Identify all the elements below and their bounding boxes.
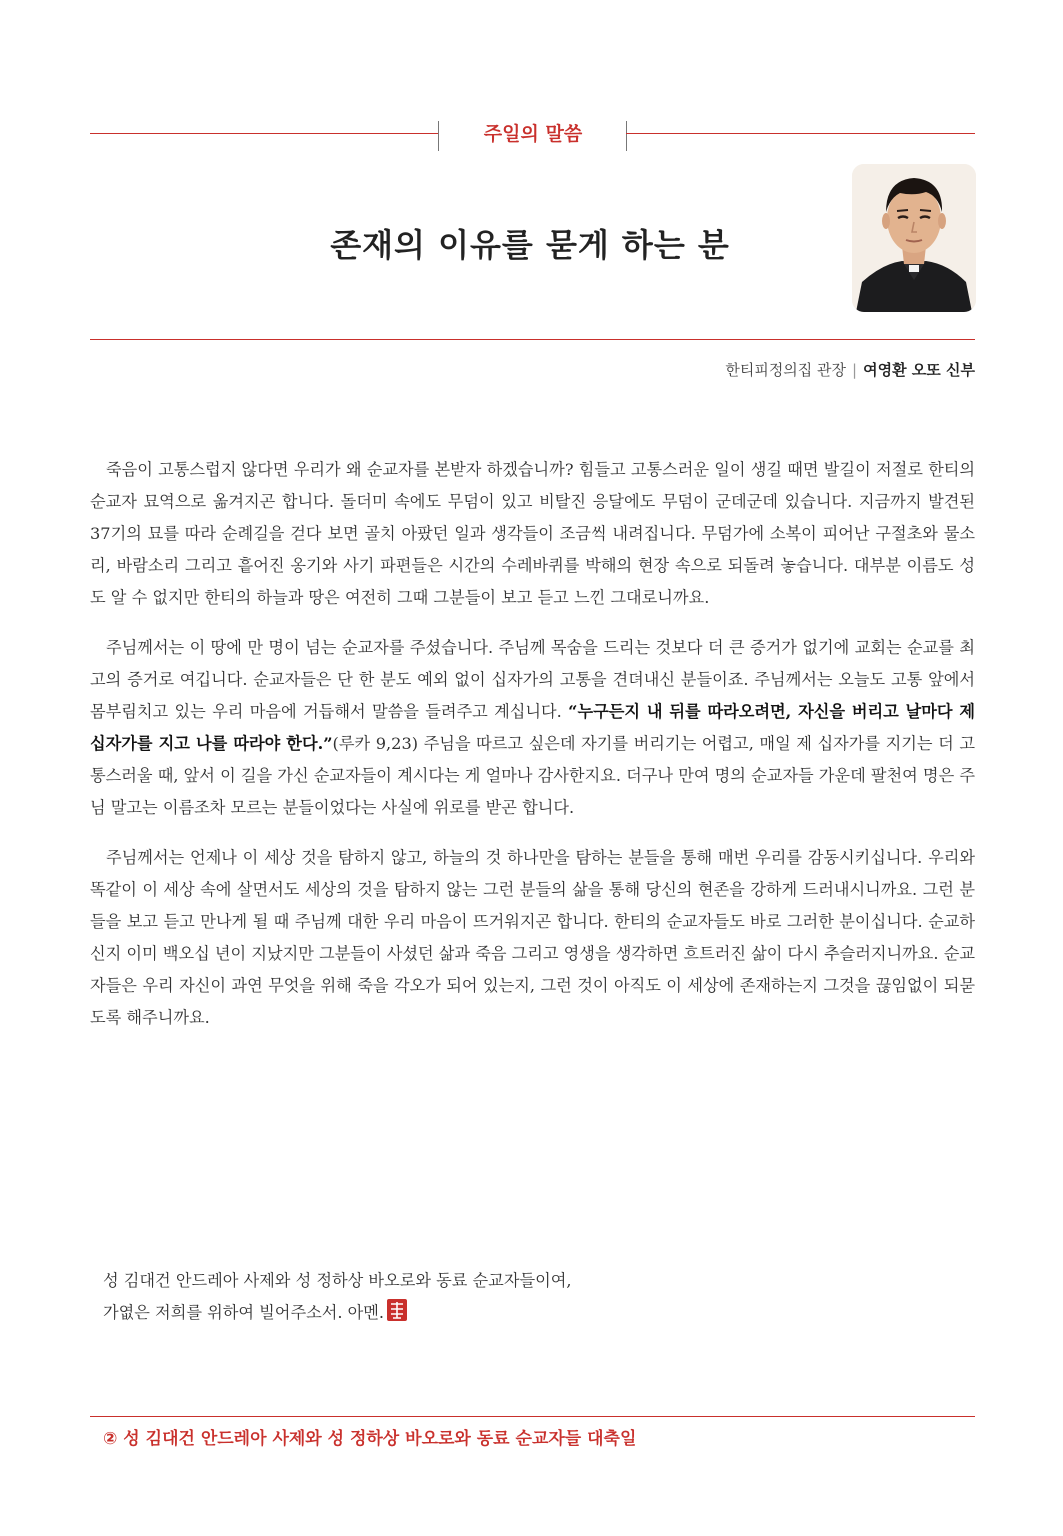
paragraph-2-text: 주님께서는 이 땅에 만 명이 넘는 순교자를 주셨습니다. 주님께 목숨을 드리는 것보다 더 큰 증거가 없기에 교회는 순교를 최고의 증거로 여깁니다. 순교자들은 단 한 분도 예외 없이 십자가의 고통을 견뎌내신 분들이죠. 주님께서는 오늘도 고통 앞에서 몸부림치고 있는 우리 마음에 거듭해서 말씀을 들려주고 계십니다.: [90, 638, 975, 721]
article-body: [90, 454, 975, 1052]
closing-prayer: [103, 1265, 572, 1332]
author-name: 여영환 오또 신부: [863, 361, 975, 379]
paragraph-2-text-after: (루카 9,23) 주님을 따르고 싶은데 자기를 버리기는 어렵고, 매일 제 십자가를 지기는 더 고통스러울 때, 앞서 이 길을 가신 순교자들이 계시다는 게 얼마나 감사한지요. 더구나 만여 명의 순교자들 가운데 팔천여 명은 주님 말고는 이름조차 모르는 분들이었다는 사실에 위로를 받곤 합니다.: [90, 734, 976, 817]
title-divider: [90, 339, 975, 340]
byline: [725, 359, 975, 380]
byline-separator: |: [852, 361, 858, 379]
page-title: 존재의 이유를 묻게 하는 분: [330, 226, 730, 264]
scripture-quote: “누구든지 내 뒤를 따라오려면, 자신을 버리고 날마다 제 십자가를 지고 나를 따라야 한다.”: [90, 702, 975, 753]
footer-divider: [90, 1416, 975, 1417]
paragraph-2: [90, 632, 975, 824]
paragraph-3: 주님께서는 언제나 이 세상 것을 탐하지 않고, 하늘의 것 하나만을 탐하는 분들을 통해 매번 우리를 감동시키십니다. 우리와 똑같이 이 세상 속에 살면서도 세상의 것을 탐하지 않는 그런 분들의 삶을 통해 당신의 현존을 강하게 드러내시니까요. 그런 분들을 보고 듣고 만나게 될 때 주님께 대한 우리 마음이 뜨거워지곤 합니다. 한티의 순교자들도 바로 그러한 분이십니다. 순교하신지 이미 백오십 년이 지났지만 그분들이 사셨던 삶과 죽음 그리고 영생을 생각하면 흐트러진 삶이 다시 추슬러지니까요. 순교자들은 우리 자신이 과연 무엇을 위해 죽을 각오가 되어 있는지, 그런 것이 아직도 이 세상에 존재하는지 그것을 끊임없이 되묻도록 해주니까요.: [90, 848, 975, 1027]
prayer-line-1: 성 김대건 안드레아 사제와 성 정하상 바오로와 동료 순교자들이여,: [103, 1271, 572, 1290]
header-tick-right: [626, 121, 627, 151]
paragraph-1: 죽음이 고통스럽지 않다면 우리가 왜 순교자를 본받자 하겠습니까? 힘들고 고통스러운 일이 생길 때면 발길이 저절로 한티의 순교자 묘역으로 옮겨지곤 합니다. 돌더미 속에도 무덤이 있고 비탈진 응달에도 무덤이 군데군데 있습니다. 지금까지 발견된 37기의 묘를 따라 순례길을 걷다 보면 골치 아팠던 일과 생각들이 조금씩 내려집니다. 무덤가에 소복이 피어난 구절초와 물소리, 바람소리 그리고 흩어진 옹기와 사기 파편들은 시간의 수레바퀴를 박해의 현장 속으로 되돌려 놓습니다. 대부분 이름도 성도 알 수 없지만 한티의 하늘과 땅은 여전히 그때 그분들이 보고 듣고 느낀 그대로니까요.: [90, 460, 975, 607]
header-tick-left: [438, 121, 439, 151]
red-seal-icon: [387, 1299, 407, 1332]
footer-feast-title: ② 성 김대건 안드레아 사제와 성 정하상 바오로와 동료 순교자들 대축일: [103, 1429, 637, 1449]
prayer-line-2-wrap: [103, 1297, 572, 1332]
section-label: 주일의 말씀: [483, 123, 583, 145]
prayer-line-2: 가엾은 저희를 위하여 빌어주소서. 아멘.: [103, 1303, 385, 1322]
header-line-left: [90, 133, 438, 134]
author-photo: [852, 164, 976, 312]
header-line-right: [626, 133, 975, 134]
author-position: 한티피정의집 관장: [725, 361, 847, 379]
